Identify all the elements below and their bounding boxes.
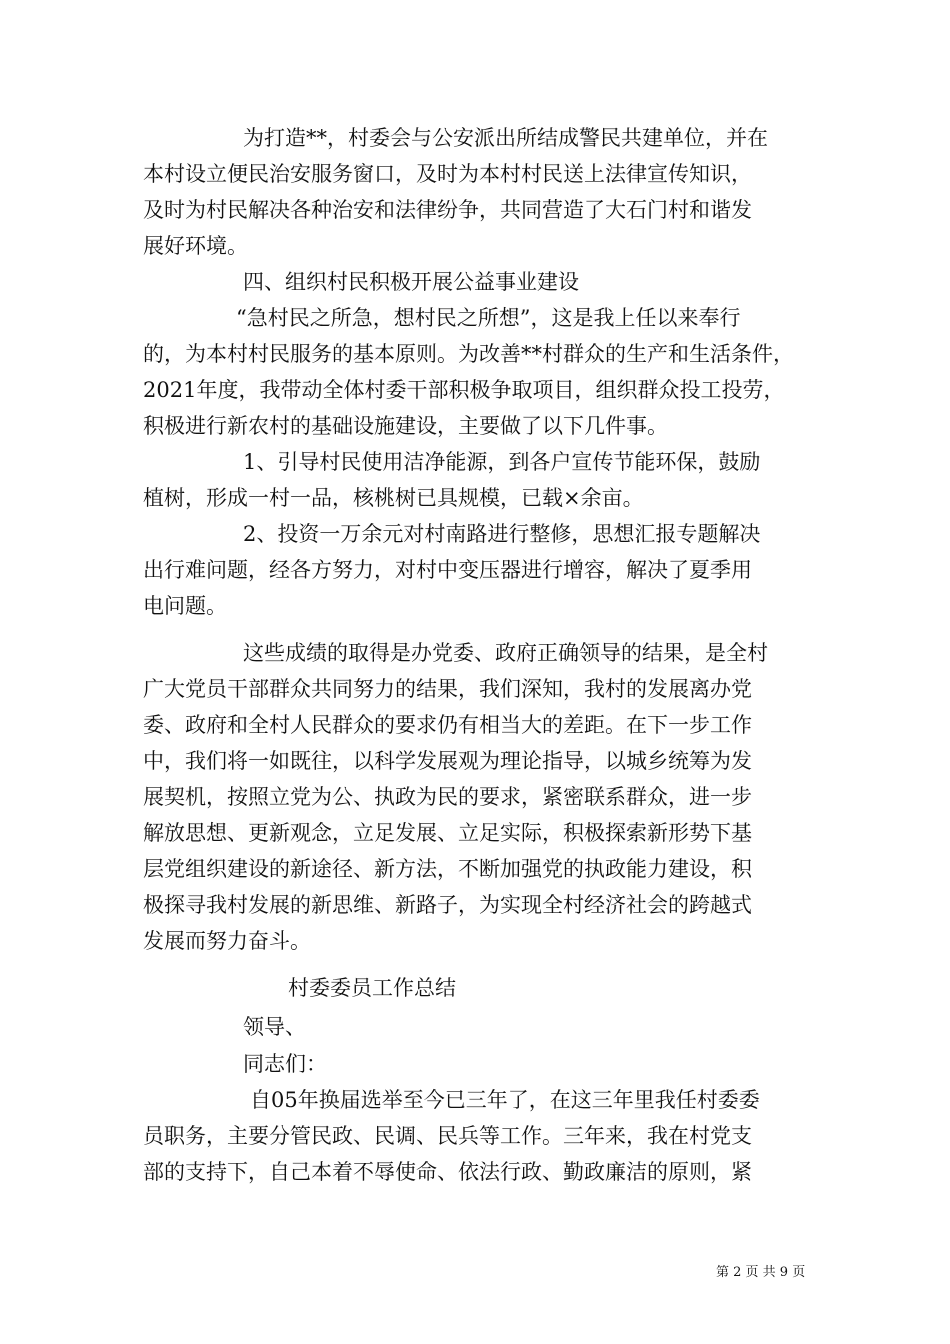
text-line: 本村设立便民治安服务窗口，及时为本村村民送上法律宣传知识，: [143, 162, 752, 186]
text-line: 这些成绩的取得是办党委、政府正确领导的结果，是全村: [243, 641, 768, 665]
text-line: 电问题。: [143, 594, 227, 618]
text-line: 1、引导村民使用洁净能源，到各户宣传节能环保，鼓励: [243, 450, 761, 474]
text-line: 积极进行新农村的基础设施建设，主要做了以下几件事。: [143, 414, 668, 438]
text-line: 层党组织建设的新途径、新方法，不断加强党的执政能力建设，积: [143, 857, 752, 881]
text-line: 2021年度，我带动全体村委干部积极争取项目，组织群众投工投劳，: [143, 378, 785, 402]
text-line: 及时为村民解决各种治安和法律纷争，共同营造了大石门村和谐发: [143, 198, 752, 222]
salutation-line: 同志们：: [243, 1052, 327, 1076]
text-line: 部的支持下，自己本着不辱使命、依法行政、勤政廉洁的原则，紧: [143, 1160, 752, 1184]
text-line: 员职务，主要分管民政、民调、民兵等工作。三年来，我在村党支: [143, 1124, 752, 1148]
page-number-footer: 第 2 页 共 9 页: [716, 1265, 806, 1280]
text-line: 解放思想、更新观念，立足发展、立足实际，积极探索新形势下基: [143, 821, 752, 845]
section-heading: 四、组织村民积极开展公益事业建设: [243, 270, 579, 294]
text-line: “急村民之所急，想村民之所想”，这是我上任以来奉行: [236, 306, 741, 330]
text-line: 自05年换届选举至今已三年了，在这三年里我任村委委: [250, 1088, 760, 1112]
text-line: 的，为本村村民服务的基本原则。为改善**村群众的生产和生活条件，: [143, 342, 794, 366]
text-line: 2、投资一万余元对村南路进行整修，思想汇报专题解决: [243, 522, 761, 546]
text-line: 出行难问题，经各方努力，对村中变压器进行增容，解决了夏季用: [143, 558, 752, 582]
text-line: 展好环境。: [143, 234, 248, 258]
text-line: 为打造**，村委会与公安派出所结成警民共建单位，并在: [243, 126, 768, 150]
text-line: 展契机，按照立党为公、执政为民的要求，紧密联系群众，进一步: [143, 785, 752, 809]
text-line: 植树，形成一村一品，核桃树已具规模，已载×余亩。: [143, 486, 644, 510]
text-line: 极探寻我村发展的新思维、新路子，为实现全村经济社会的跨越式: [143, 893, 752, 917]
document-title: 村委委员工作总结: [288, 976, 456, 1000]
text-line: 广大党员干部群众共同努力的结果，我们深知，我村的发展离办党: [143, 677, 752, 701]
text-line: 委、政府和全村人民群众的要求仍有相当大的差距。在下一步工作: [143, 713, 752, 737]
text-line: 发展而努力奋斗。: [143, 929, 311, 953]
text-line: 中，我们将一如既往，以科学发展观为理论指导，以城乡统筹为发: [143, 749, 752, 773]
salutation-line: 领导、: [243, 1015, 306, 1039]
